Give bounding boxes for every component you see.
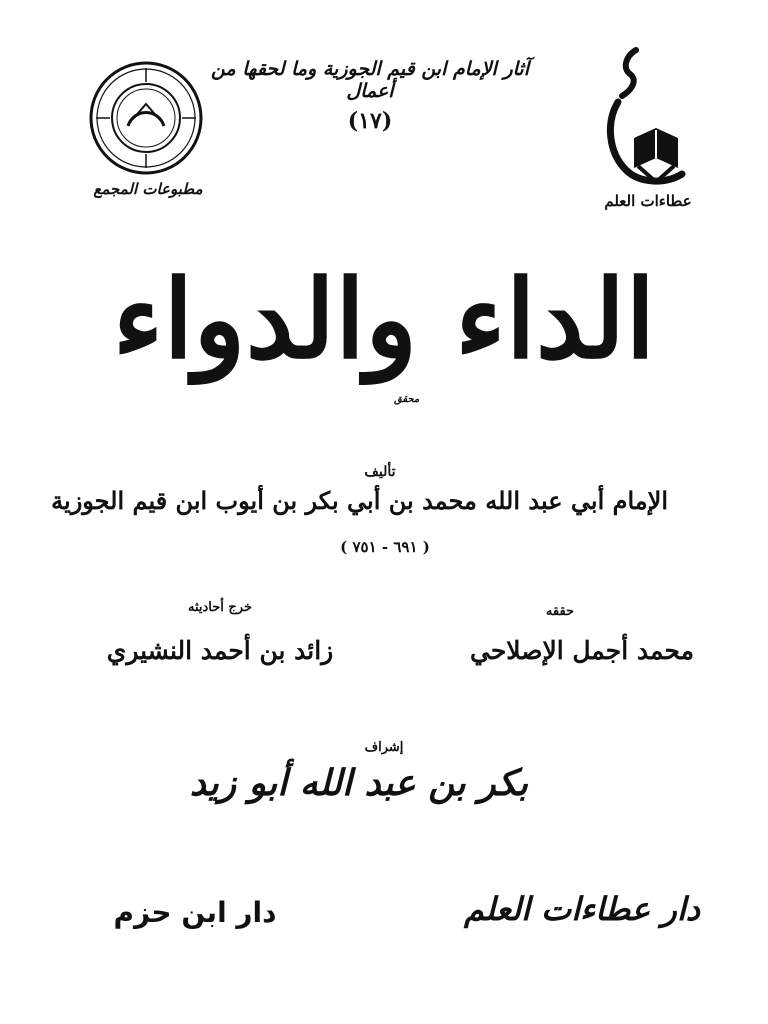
author-name: الإمام أبي عبد الله محمد بن أبي بكر بن أيوب ابن قيم الجوزية (51, 486, 668, 515)
publisher-logo (596, 42, 700, 212)
author-years: ( ٦٩١ - ٧٥١ ) (340, 538, 430, 556)
title-note: محقق (394, 394, 420, 405)
takhrij-name: زائد بن أحمد النشيري (106, 636, 334, 665)
seal-caption: مطبوعات المجمع (93, 180, 203, 198)
book-stand-logo-icon (596, 42, 700, 192)
seal-emblem-icon (88, 60, 204, 176)
editor-name: محمد أجمل الإصلاحي (470, 636, 694, 665)
series-number: (١٧) (347, 108, 393, 134)
editor-label: حققه (545, 604, 575, 619)
supervisor-name: بكر بن عبد الله أبو زيد (189, 762, 528, 804)
authorship-label: تأليف (364, 464, 396, 480)
publisher-logo-caption: عطاءات العلم (604, 192, 692, 210)
series-title: آثار الإمام ابن قيم الجوزية وما لحقها من أعمال (211, 58, 529, 102)
supervision-label: إشراف (364, 740, 404, 755)
academy-seal (88, 60, 204, 176)
book-title: الداء والدواء (112, 257, 656, 383)
publisher-left: دار ابن حزم (113, 896, 277, 929)
publisher-right: دار عطاءات العلم (464, 890, 700, 928)
takhrij-label: خرج أحاديثه (187, 600, 253, 615)
